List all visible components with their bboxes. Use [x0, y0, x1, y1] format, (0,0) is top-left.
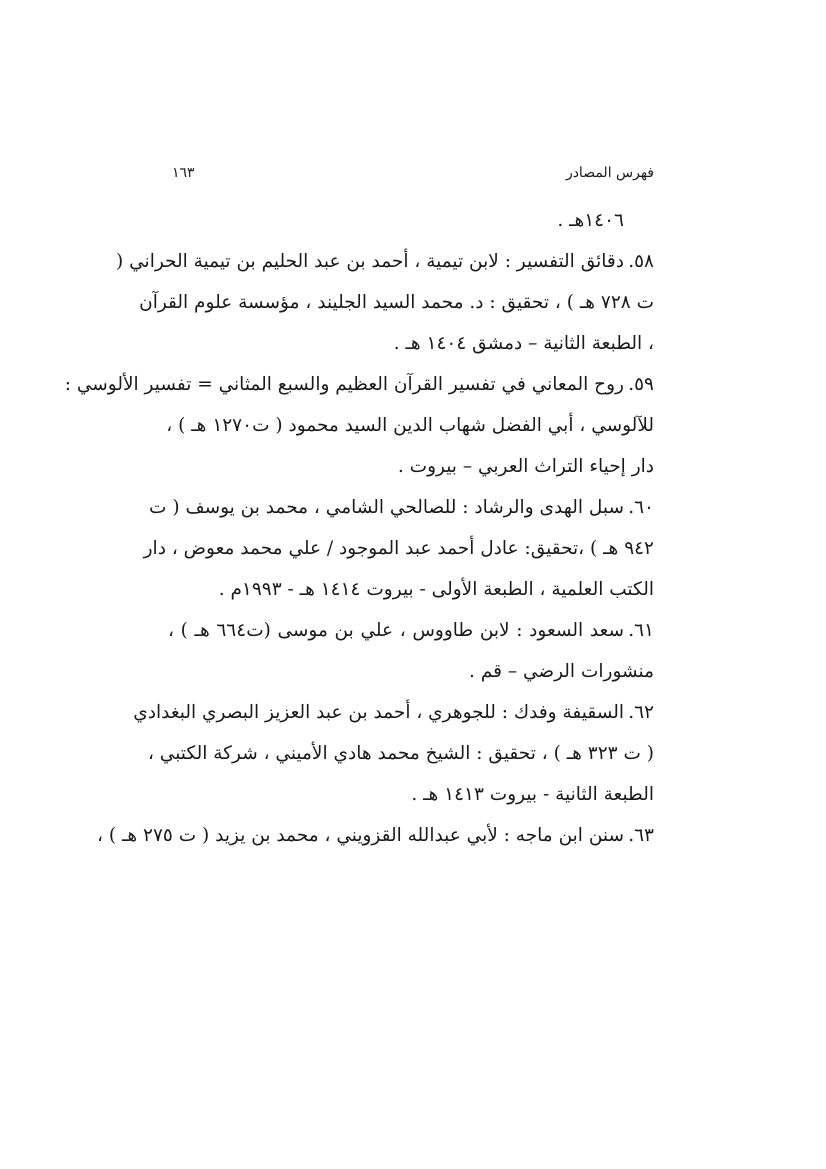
entry-line: السقيفة وفدك : للجوهري ، أحمد بن عبد العزيز البصري البغدادي [133, 702, 624, 723]
entry-number: ٥٨. [628, 251, 654, 272]
entry-line: للآلوسي ، أبي الفضل شهاب الدين السيد محمود ( ت١٢٧٠ هـ ) ، [166, 415, 654, 436]
entry-line: سنن ابن ماجه : لأبي عبدالله القزويني ، محمد بن يزيد ( ت ٢٧٥ هـ ) ، [97, 825, 624, 846]
entry-line: روح المعاني في تفسير القرآن العظيم والسبع المثاني = تفسير الألوسي : [64, 374, 624, 395]
entry-line: ( ت ٣٢٣ هـ ) ، تحقيق : الشيخ محمد هادي الأميني ، شركة الكتبي ، [147, 743, 654, 764]
entry-number: ٦٢. [628, 702, 654, 723]
bibliography-entry-62 [133, 692, 654, 815]
bibliography-entry-60 [143, 487, 654, 610]
entry-line: ت ٧٢٨ هـ ) ، تحقيق : د. محمد السيد الجليند ، مؤسسة علوم القرآن [139, 292, 654, 313]
header-title: فهرس المصادر [565, 165, 654, 181]
running-header [172, 165, 654, 189]
entry-line: دقائق التفسير : لابن تيمية ، أحمد بن عبد الحليم بن تيمية الحراني ( [116, 251, 624, 272]
entry-line: سعد السعود : لابن طاووس ، علي بن موسى (ت٦٦٤ هـ ) ، [168, 620, 624, 641]
entry-line: منشورات الرضي – قم . [469, 661, 654, 682]
entry-number: ٦٠. [628, 497, 654, 518]
entry-number: ٥٩. [628, 374, 654, 395]
bibliography-list [64, 200, 654, 856]
bibliography-entry-63 [97, 815, 654, 856]
entry-line: ٩٤٢ هـ ) ،تحقيق: عادل أحمد عبد الموجود / علي محمد معوض ، دار [143, 538, 654, 559]
entry-line: ، الطبعة الثانية – دمشق ١٤٠٤ هـ . [393, 333, 654, 354]
entry-line: سبل الهدى والرشاد : للصالحي الشامي ، محمد بن يوسف ( ت [149, 497, 624, 518]
bibliography-entry-59 [64, 364, 654, 487]
entry-number: ٦٣. [628, 825, 654, 846]
entry-line: الطبعة الثانية - بيروت ١٤١٣ هـ . [411, 784, 654, 805]
bibliography-entry-61 [168, 610, 654, 692]
entry-line: الكتب العلمية ، الطبعة الأولى - بيروت ١٤١٤ هـ - ١٩٩٣م . [218, 579, 654, 600]
entry-number: ٦١. [628, 620, 654, 641]
bibliography-entry-58 [116, 241, 654, 364]
entry-line: دار إحياء التراث العربي – بيروت . [397, 456, 654, 477]
continuation-line: ١٤٠٦هـ . [557, 210, 624, 231]
page-number: ١٦٣ [172, 165, 195, 181]
